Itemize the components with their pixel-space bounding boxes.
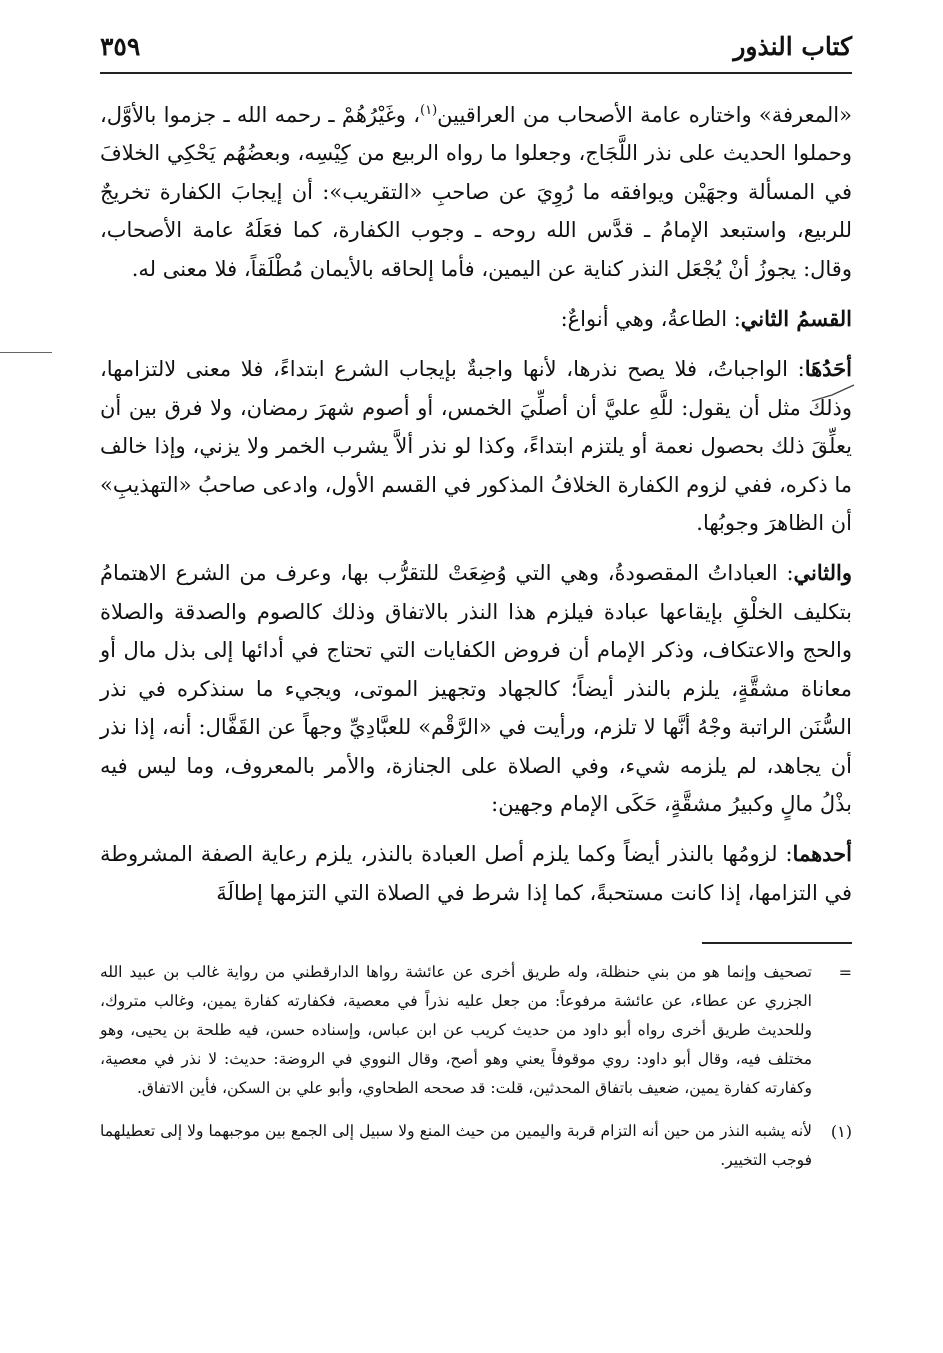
second-type-text: : العباداتُ المقصودةُ، وهي التي وُضِعَتْ للتقرُّب بها، وعرف من الشرع الاهتمامُ بتكليف الخلْقِ بإيقاعها عبادة فيلزم هذا النذر بالاتفاق وذلك كالصوم والصدقة والصلاة والحج والاعتكاف، وذكر الإمام أن فروض الكفايات التي تحتاج في أدائها إلى بذل مال أو معاناة مشقَّةٍ، يلزم بالنذر أيضاً؛ كالجهاد وتجهيز الموتى، ويجيء ما سنذكره في نذر السُّنَن الراتبة وجْهُ أنَّها لا تلزم، ورأيت في «الرَّقْم» للعبَّادِيِّ وجهاً عن القَفَّال: أنه، إذا نذر أن يجاهد، لم يلزمه شيء، وفي الصلاة على الجنازة، والأمر بالمعروف، وما ليس فيه بذْلُ مالٍ وكبيرُ مشقَّةٍ، حَكَى الإمام وجهين: [100,561,852,816]
paragraph-first-type [100,350,852,542]
first-view-lead: أحدهما [792,841,852,867]
footnote-ref-1: (١) [420,103,438,118]
main-text [100,92,852,912]
footnotes [100,958,852,1175]
footnote-1-marker: (١) [830,1122,852,1142]
paragraph-first-view [100,835,852,912]
paragraph-second-type [100,554,852,823]
footnote-1-text: لأنه يشبه النذر من حين أنه التزام قربة واليمين من حيث المنع ولا سبيل إلى الجمع بين موجبهما ولا إلى تعطيلهما فوجب التخيير. [100,1122,812,1170]
footnote-separator [702,942,852,944]
footnote-continued [100,958,852,1103]
first-type-text: : الواجباتُ، فلا يصح نذرها، لأنها واجبةٌ بإيجاب الشرع ابتداءً، فلا معنى لالتزامها، وذلك مثل أن يقول: للَّهِ عليَّ أن أصلِّيَ الخمس، أو أصوم شهرَ رمضان، ولا فرق بين أن يعلِّقَ ذلك بحصول نعمة أو يلتزم ابتداءً، وكذا لو نذر ألاَّ يشرب الخمر ولا يزني، وإذا خالف ما ذكره، ففي لزوم الكفارة الخلافُ المذكور في القسم الأول، وادعى صاحبُ «التهذيبِ» أن الظاهرَ وجوبُها. [100,357,852,536]
footnote-1 [100,1117,852,1175]
section-heading-rest: : الطاعةُ، وهي أنواعٌ: [560,307,741,332]
running-header [100,30,852,74]
paragraph-1 [100,92,852,288]
footnote-continued-marker: = [838,963,852,983]
first-type-lead: أحَدُهَا [804,356,852,382]
first-view-text: : لزومُها بالنذر أيضاً وكما يلزم أصل العبادة بالنذر، يلزم رعاية الصفة المشروطة في التزامها، إذا كانت مستحبةً، كما إذا شرط في الصلاة التي التزمها إطالَةَ [100,842,852,905]
margin-checkmark [810,383,856,405]
section-heading-lead: القسمُ الثاني [740,306,852,332]
footnote-continued-text: تصحيف وإنما هو من بني حنظلة، وله طريق أخرى عن عائشة رواها الدارقطني من رواية غالب بن عبيد الله الجزري عن عطاء، عن عائشة مرفوعاً: من جعل عليه نذراً في معصية، فكفارته كفارة يمين، وغالب متروك، وللحديث طريق أخرى رواه أبو داود من حديث كريب عن ابن عباس، وإسناده حسن، فيه طلحة بن يحيى، وهو مختلف فيه، وقال أبو داود: روي موقوفاً يعني وهو أصح، وقال النووي في الروضة: حديث: لا نذر في معصية، وكفارته كفارة يمين، ضعيف باتفاق المحدثين، قلت: قد صححه الطحاوي، وأبو علي بن السكن، فأين الاتفاق. [100,963,812,1098]
page-number: ٣٥٩ [100,32,141,61]
second-type-lead: والثاني [793,560,852,586]
book-title: كتاب النذور [733,32,852,61]
paragraph-1-text-a: «المعرفة» واختاره عامة الأصحاب من العراقيين [437,103,852,127]
section-heading [100,300,852,338]
paragraph-1-text-b: ، وغَيْرُهُمْ ـ رحمه الله ـ جزموا بالأوَّل، وحملوا الحديث على نذر اللَّجَاج، وجعلوا ما رواه الربيع من كِيْسِه، وبعضُهُم يَحْكِي الخلافَ في المسألة وجهَيْن ويوافقه ما رُوِيَ عن صاحبِ «التقريب»: أن إيجابَ الكفارة تخريجٌ للربيع، واستبعد الإمامُ ـ قدَّس الله روحه ـ وجوب الكفارة، كما فعَلَهُ عامة الأصحاب، وقال: يجوزُ أنْ يُجْعَل النذر كناية عن اليمين، فأما إلحاقه بالأيمان مُطْلَقاً، فلا معنى له. [100,103,852,281]
margin-mark-line [0,352,52,353]
book-page [100,30,852,1330]
